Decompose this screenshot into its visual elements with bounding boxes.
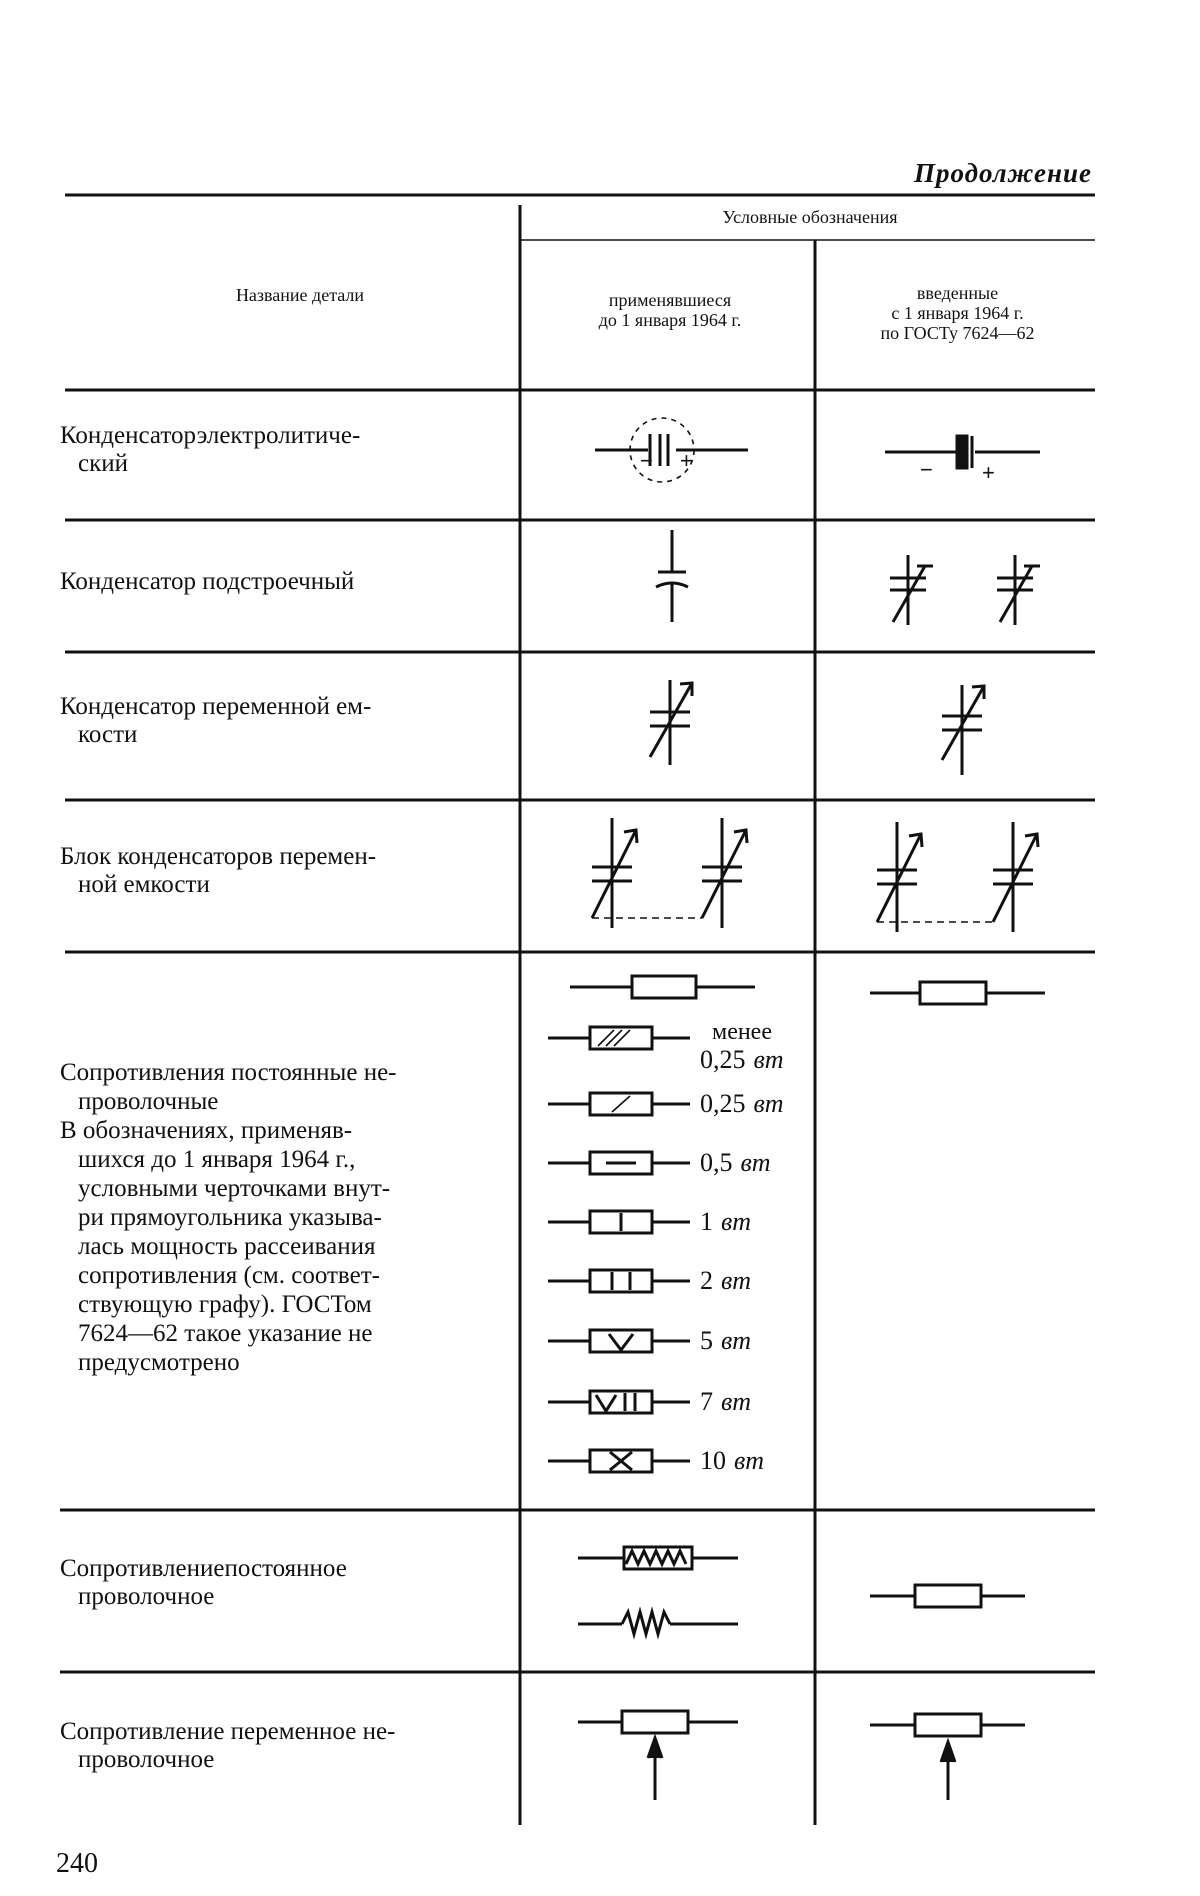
row-note-line: условными черточками внут- xyxy=(78,1175,391,1202)
resistor-025w-old-symbol xyxy=(548,1093,690,1115)
row-name-line: Блок конденсаторов перемен- xyxy=(60,843,377,870)
power-value: 0,25 xyxy=(700,1045,746,1074)
resistor-10w-old-symbol xyxy=(548,1450,690,1472)
row-name-line: Сопротивление переменное не- xyxy=(60,1718,396,1745)
variable-resistor-old-symbol xyxy=(578,1711,738,1800)
variable-capacitor-block-old-symbol xyxy=(592,818,747,928)
power-value: 2 xyxy=(700,1266,713,1295)
wirewound-resistor-old-symbol xyxy=(578,1547,738,1569)
variable-capacitor-new-symbol xyxy=(942,685,984,775)
resistor-1w-old-symbol xyxy=(548,1211,690,1233)
resistor-basic-old-symbol xyxy=(570,976,755,998)
header-part-name: Название детали xyxy=(235,285,365,305)
row-name-fixed-nonwire-resistors xyxy=(60,1058,490,1377)
header-new-line1: введенные xyxy=(916,283,999,303)
row-name-electrolytic-capacitor xyxy=(60,422,490,478)
resistor-under-025w-old-symbol xyxy=(548,1027,690,1049)
row-name-variable-resistor xyxy=(60,1718,490,1774)
row-note-line: ствующую графу). ГОСТом xyxy=(78,1291,372,1318)
row-note-line: В обозначениях, применяв- xyxy=(60,1117,353,1144)
trimmer-capacitor-old-symbol xyxy=(656,530,688,622)
row-note-line: шихся до 1 января 1964 г., xyxy=(78,1146,356,1173)
power-unit: вт xyxy=(721,1266,752,1295)
row-name-line: кости xyxy=(78,721,138,748)
wirewound-resistor-new-symbol xyxy=(870,1585,1025,1607)
power-rating xyxy=(700,1327,751,1355)
row-name-line: Конденсатор переменной ем- xyxy=(60,693,372,720)
polarity-plus-new: + xyxy=(982,460,995,485)
power-unit: вт xyxy=(721,1326,752,1355)
power-unit: вт xyxy=(734,1446,765,1475)
power-value: 0,25 xyxy=(700,1089,746,1118)
row-name-variable-capacitor xyxy=(60,693,490,749)
power-rating xyxy=(700,1090,784,1118)
header-new-symbols xyxy=(820,283,1095,343)
row-name-line: проволочное xyxy=(78,1746,215,1773)
row-note-line: 7624—62 такое указание не xyxy=(78,1320,373,1347)
power-rating-less-than xyxy=(712,1018,772,1046)
polarity-minus: − xyxy=(640,448,653,473)
header-old-line2: до 1 января 1964 г. xyxy=(598,310,742,330)
power-value: 7 xyxy=(700,1387,713,1416)
power-rating xyxy=(700,1046,784,1074)
header-new-line3: по ГОСТу 7624—62 xyxy=(880,323,1035,343)
header-old-line1: применявшиеся xyxy=(608,290,732,310)
resistor-05w-old-symbol xyxy=(548,1152,690,1174)
resistor-basic-new-symbol xyxy=(870,982,1045,1004)
row-name-variable-capacitor-block xyxy=(60,843,490,899)
row-name-line: Конденсатор подстроечный xyxy=(60,568,355,595)
power-rating xyxy=(700,1149,771,1177)
wirewound-resistor-old-symbol-2 xyxy=(578,1612,738,1634)
resistor-7w-old-symbol xyxy=(548,1391,690,1413)
power-unit: вт xyxy=(721,1387,752,1416)
power-unit: вт xyxy=(753,1045,784,1074)
power-unit: вт xyxy=(740,1148,771,1177)
power-value: 5 xyxy=(700,1326,713,1355)
header-symbols: Условные обозначения xyxy=(722,207,898,227)
trimmer-capacitor-new-symbol xyxy=(890,555,1040,625)
power-unit: вт xyxy=(753,1089,784,1118)
resistor-2w-old-symbol xyxy=(548,1270,690,1292)
header-old-symbols xyxy=(525,290,815,330)
variable-capacitor-old-symbol xyxy=(650,680,692,765)
polarity-plus: + xyxy=(680,448,693,473)
row-note-line: лась мощность рассеивания xyxy=(78,1233,376,1260)
row-name-line: ной емкости xyxy=(78,871,210,898)
row-name-line: проволочное xyxy=(78,1583,215,1610)
row-name-wirewound-resistor xyxy=(60,1555,490,1611)
header-new-line2: с 1 января 1964 г. xyxy=(891,303,1024,323)
row-name-line: проволочные xyxy=(78,1088,219,1115)
power-value: 0,5 xyxy=(700,1148,733,1177)
power-unit: вт xyxy=(721,1207,752,1236)
resistor-5w-old-symbol xyxy=(548,1330,690,1352)
electrolytic-capacitor-new-symbol xyxy=(885,436,1040,485)
power-value: 10 xyxy=(700,1446,726,1475)
power-rating xyxy=(700,1388,751,1416)
variable-resistor-new-symbol xyxy=(870,1714,1025,1800)
electrolytic-capacitor-old-symbol xyxy=(595,418,748,482)
power-rating xyxy=(700,1208,751,1236)
power-value: 1 xyxy=(700,1207,713,1236)
page-number: 240 xyxy=(56,1848,98,1879)
row-name-line: ский xyxy=(78,450,128,477)
row-name-trimmer-capacitor xyxy=(60,568,490,596)
row-note-line: предусмотрено xyxy=(78,1349,240,1376)
continuation-label: Продолжение xyxy=(913,158,1092,188)
row-note-line: ри прямоугольника указыва- xyxy=(78,1204,382,1231)
variable-capacitor-block-new-symbol xyxy=(877,822,1038,932)
row-name-line: Сопротивлениепостоянное xyxy=(60,1555,347,1582)
row-note-line: сопротивления (см. соответ- xyxy=(78,1262,380,1289)
power-value: менее xyxy=(712,1019,772,1045)
row-name-line: Конденсаторэлектролитиче- xyxy=(60,422,361,449)
row-name-line: Сопротивления постоянные не- xyxy=(60,1059,397,1086)
polarity-minus-new: − xyxy=(920,457,933,482)
power-rating xyxy=(700,1447,764,1475)
power-rating xyxy=(700,1267,751,1295)
